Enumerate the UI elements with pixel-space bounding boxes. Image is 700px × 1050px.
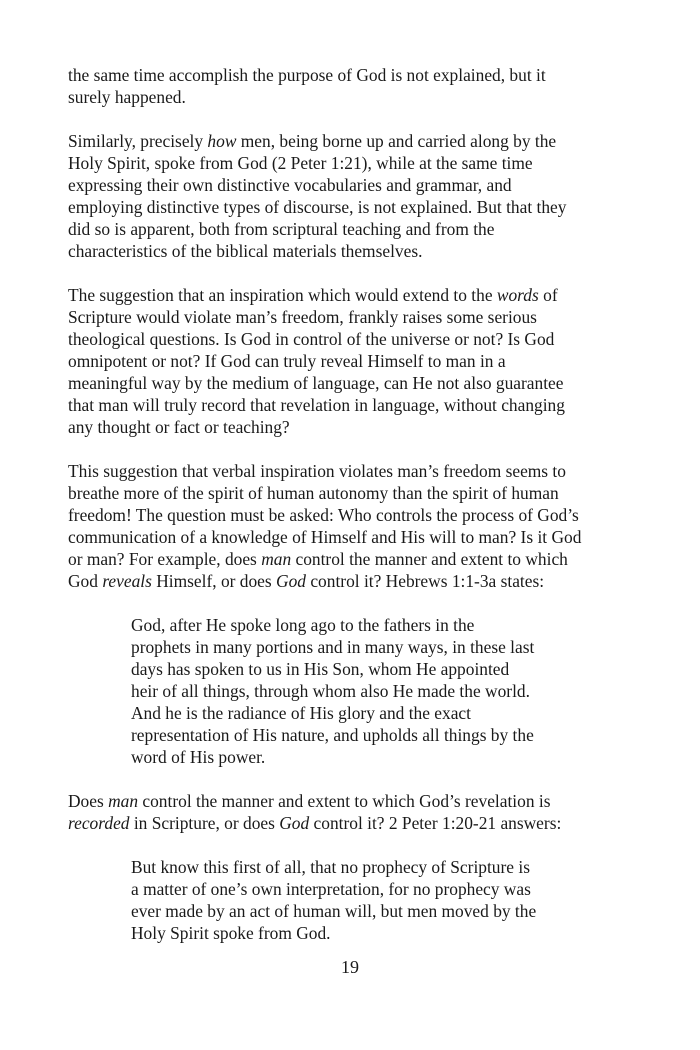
text-run: expressing their own distinctive vocabularies and grammar, and [68,175,512,195]
text-run: days has spoken to us in His Son, whom He appointed [131,659,510,679]
paragraph [68,284,628,438]
text-line [131,900,576,922]
text-run: prophets in many portions and in many ways, in these last [131,637,535,657]
text-line [68,460,628,482]
text-run: theological questions. Is God in control of the universe or not? Is God [68,329,555,349]
text-run: God, after He spoke long ago to the fathers in the [131,615,475,635]
text-line [68,570,628,592]
text-line [68,394,628,416]
text-run: And he is the radiance of His glory and the exact [131,703,471,723]
page-number: 19 [341,957,359,977]
paragraph [68,460,628,592]
text-line [131,636,576,658]
text-line [131,856,576,878]
text-line [131,724,576,746]
text-run: God [68,571,103,591]
text-line [68,218,628,240]
text-line [131,702,576,724]
text-line [68,240,628,262]
text-run: control the manner and extent to which [291,549,568,569]
text-line [68,130,628,152]
text-run: control the manner and extent to which God’s revelation is [138,791,551,811]
text-line [68,152,628,174]
text-run: meaningful way by the medium of language, can He not also guarantee [68,373,564,393]
text-run: control it? 2 Peter 1:20-21 answers: [309,813,562,833]
text-line [131,680,576,702]
text-run: Holy Spirit spoke from God. [131,923,331,943]
text-line [68,328,628,350]
text-run: Scripture would violate man’s freedom, frankly raises some serious [68,307,537,327]
text-run: any thought or fact or teaching? [68,417,290,437]
text-run: ever made by an act of human will, but men moved by the [131,901,537,921]
text-run: representation of His nature, and upholds all things by the [131,725,534,745]
text-run: surely happened. [68,87,186,107]
text-run: characteristics of the biblical materials themselves. [68,241,423,261]
text-line [68,416,628,438]
text-run: men, being borne up and carried along by the [236,131,557,151]
text-run: employing distinctive types of discourse, is not explained. But that they [68,197,567,217]
text-run: Holy Spirit, spoke from God (2 Peter 1:21), while at the same time [68,153,533,173]
text-line [131,614,576,636]
text-run: This suggestion that verbal inspiration violates man’s freedom seems to [68,461,566,481]
text-line [68,86,628,108]
text-line [131,746,576,768]
text-run: freedom! The question must be asked: Who controls the process of God’s [68,505,579,525]
text-line [68,548,628,570]
text-run: Himself, or does [151,571,277,591]
text-run: word of His power. [131,747,266,767]
text-line [68,372,628,394]
text-line [131,922,576,944]
text-run: control it? Hebrews 1:1-3a states: [305,571,545,591]
italic-run: man [108,791,139,811]
paragraph [68,64,628,108]
text-line [68,812,628,834]
text-run: The suggestion that an inspiration which would extend to the [68,285,497,305]
text-run: breathe more of the spirit of human autonomy than the spirit of human [68,483,559,503]
text-run: Similarly, precisely [68,131,208,151]
block-quote [68,856,576,944]
text-line [68,306,628,328]
text-line [68,482,628,504]
page-body [68,64,628,966]
text-line [68,284,628,306]
text-run: of [538,285,558,305]
text-line [68,174,628,196]
text-line [68,504,628,526]
italic-run: how [207,131,237,151]
italic-run: man [261,549,292,569]
text-line [68,64,628,86]
text-line [68,350,628,372]
text-run: did so is apparent, both from scriptural teaching and from the [68,219,495,239]
italic-run: reveals [102,571,152,591]
text-run: or man? For example, does [68,549,262,569]
italic-run: God [276,571,306,591]
text-run: in Scripture, or does [129,813,280,833]
text-run: But know this first of all, that no prophecy of Scripture is [131,857,530,877]
text-run: omnipotent or not? If God can truly reveal Himself to man in a [68,351,506,371]
text-run: communication of a knowledge of Himself and His will to man? Is it God [68,527,582,547]
text-run: Does [68,791,109,811]
text-line [68,526,628,548]
text-run: that man will truly record that revelation in language, without changing [68,395,565,415]
italic-run: God [279,813,310,833]
block-quote [68,614,576,768]
text-run: a matter of one’s own interpretation, for no prophecy was [131,879,531,899]
text-line [131,878,576,900]
paragraph [68,790,628,834]
text-line [68,196,628,218]
text-run: the same time accomplish the purpose of God is not explained, but it [68,65,546,85]
italic-run: recorded [68,813,130,833]
paragraph [68,130,628,262]
italic-run: words [496,285,539,305]
text-line [68,790,628,812]
text-run: heir of all things, through whom also He made the world. [131,681,530,701]
text-line [131,658,576,680]
